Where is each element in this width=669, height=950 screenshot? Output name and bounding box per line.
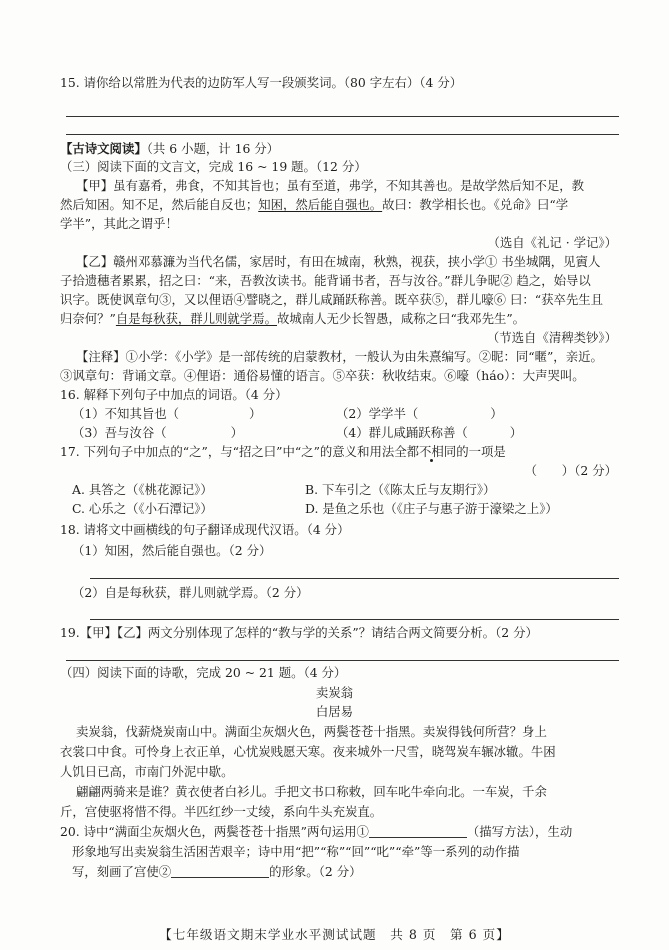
q17-option-d: D. 是鱼之乐也（《庄子与惠子游于濠梁之上》） bbox=[305, 501, 558, 516]
section-note: （共 6 小题，计 16 分） bbox=[146, 141, 280, 156]
answer-line bbox=[66, 134, 619, 135]
poem-line: 卖炭翁，伐薪烧炭南山中。满面尘灰烟火色，两鬓苍苍十指黑。卖炭得钱何所营？身上 bbox=[76, 724, 547, 739]
poem-line: 斤，宫使驱将惜不得。半匹红纱一丈绫，系向牛头充炭直。 bbox=[60, 804, 383, 819]
question-18: 18. 请将文中画横线的句子翻译成现代汉语。（4 分） bbox=[60, 522, 350, 537]
underlined-sentence: 自是每秋获，群儿则就学焉。 bbox=[115, 311, 277, 326]
answer-line bbox=[66, 660, 619, 661]
passage-yi-source: （节选自《清稗类钞》） bbox=[486, 330, 617, 345]
q16-item-4: （4）群儿咸踊跃称善（ ） bbox=[336, 425, 523, 440]
question-20-line: 写，刻画了宫使② 的形象。（2 分） bbox=[72, 864, 362, 879]
passage-jia-source: （选自《礼记 · 学记》） bbox=[487, 235, 617, 250]
poem-line: 衣裳口中食。可怜身上衣正单，心忧炭贱愿天寒。夜来城外一尺雪，晓驾炭车辗冰辙。牛困 bbox=[60, 744, 556, 759]
poem-title: 卖炭翁 bbox=[315, 685, 354, 700]
fill-blank[interactable] bbox=[369, 825, 467, 838]
underlined-sentence: 知困，然后能自强也。 bbox=[258, 197, 383, 212]
question-16: 16. 解释下列句子中加点的词语。（4 分） bbox=[60, 387, 288, 402]
part-3-instruction: （三）阅读下面的文言文，完成 16 ~ 19 题。（12 分） bbox=[60, 159, 367, 174]
answer-line bbox=[90, 578, 619, 579]
passage-jia-line: 【甲】虽有嘉肴，弗食，不知其旨也；虽有至道，弗学，不知其善也。是故学然后知不足，教 bbox=[76, 178, 585, 193]
answer-line bbox=[66, 116, 619, 117]
passage-jia-line: 学半”，其此之谓乎！ bbox=[60, 216, 178, 231]
passage-yi-line: 识字。既使讽章句③，又以俚语④譬晓之，群儿咸踊跃称善。既卒获⑤，群儿嚎⑥ 曰：“获卒先生且 bbox=[60, 292, 604, 307]
q17-answer-bracket: （ ）（2 分） bbox=[524, 463, 617, 478]
question-20: 20. 诗中“满面尘灰烟火色，两鬓苍苍十指黑”两句运用① （描写方法），生动 bbox=[60, 824, 573, 839]
emphasis-dotted: 都不相同 bbox=[406, 444, 457, 459]
passage-yi-line: 归奈何？”自是每秋获，群儿则就学焉。故城南人无少长智愚，咸称之曰“我邓先生”。 bbox=[60, 311, 526, 326]
q17-option-a: A. 具答之（《桃花源记》） bbox=[72, 482, 213, 497]
q17-option-c: C. 心乐之（《小石潭记》） bbox=[72, 501, 213, 516]
poem-author: 白居易 bbox=[315, 704, 354, 719]
q16-item-1: （1）不知其旨也（ ） bbox=[72, 406, 262, 421]
notes-line: 【注释】①小学：《小学》是一部传统的启蒙教材，一般认为由朱熹编写。②昵：同“暱”，亲近。 bbox=[76, 349, 603, 364]
question-17: 17. 下列句子中加点的“之”，与“招之曰”中“之”的意义和用法全都不相同的一项是 bbox=[60, 444, 506, 459]
q16-item-3: （3）吾与汝谷（ ） bbox=[72, 425, 244, 440]
question-20-line: 形象地写出卖炭翁生活困苦艰辛；诗中用“把”“称”“回”“叱”“牵”等一系列的动作描 bbox=[72, 844, 520, 859]
q18-sentence-2: （2）自是每秋获，群儿则就学焉。（2 分） bbox=[72, 585, 309, 600]
section-header-classical bbox=[60, 140, 639, 159]
page-footer: 【七年级语文期末学业水平测试试题 共 8 页 第 6 页】 bbox=[159, 927, 510, 942]
question-15: 15. 请你给以常胜为代表的边防军人写一段颁奖词。（80 字左右）（4 分） bbox=[60, 75, 463, 90]
passage-yi-line: 子拾遗穗者累累，招之曰：“来，吾教汝读书。能背诵书者，吾与汝谷。”群儿争昵② 趋之，始导以 bbox=[60, 273, 591, 288]
passage-yi-line: 【乙】赣州邓慕濂为当代名儒，家居时，有田在城南，秋熟，视获，挟小学① 书坐城隅，见賨人 bbox=[76, 254, 601, 269]
section-title: 【古诗文阅读】 bbox=[60, 141, 147, 156]
passage-jia-line: 然后知困。知不足，然后能自反也；知困，然后能自强也。故曰：教学相长也。《兑命》曰“学 bbox=[60, 197, 569, 212]
poem-line: 人饥日已高，市南门外泥中歇。 bbox=[60, 764, 234, 779]
part-4-instruction: （四）阅读下面的诗歌，完成 20 ~ 21 题。（4 分） bbox=[60, 665, 347, 680]
poem-line: 翩翩两骑来是谁？黄衣使者白衫儿。手把文书口称敕，回车叱牛牵向北。一车炭，千余 bbox=[76, 784, 547, 799]
q16-item-2: （2）学学半（ ） bbox=[336, 406, 503, 421]
q17-option-b: B. 下车引之（《陈太丘与友期行》） bbox=[305, 482, 496, 497]
notes-line: ③讽章句：背诵文章。④俚语：通俗易懂的语言。⑤卒获：秋收结束。⑥嚎（háo）：大声哭叫。 bbox=[60, 368, 585, 383]
q18-sentence-1: （1）知困，然后能自强也。（2 分） bbox=[72, 543, 272, 558]
fill-blank[interactable] bbox=[171, 865, 269, 878]
question-19: 19.【甲】【乙】两文分别体现了怎样的“教与学的关系”？请结合两文简要分析。（2 分） bbox=[60, 625, 538, 640]
answer-line bbox=[90, 619, 619, 620]
